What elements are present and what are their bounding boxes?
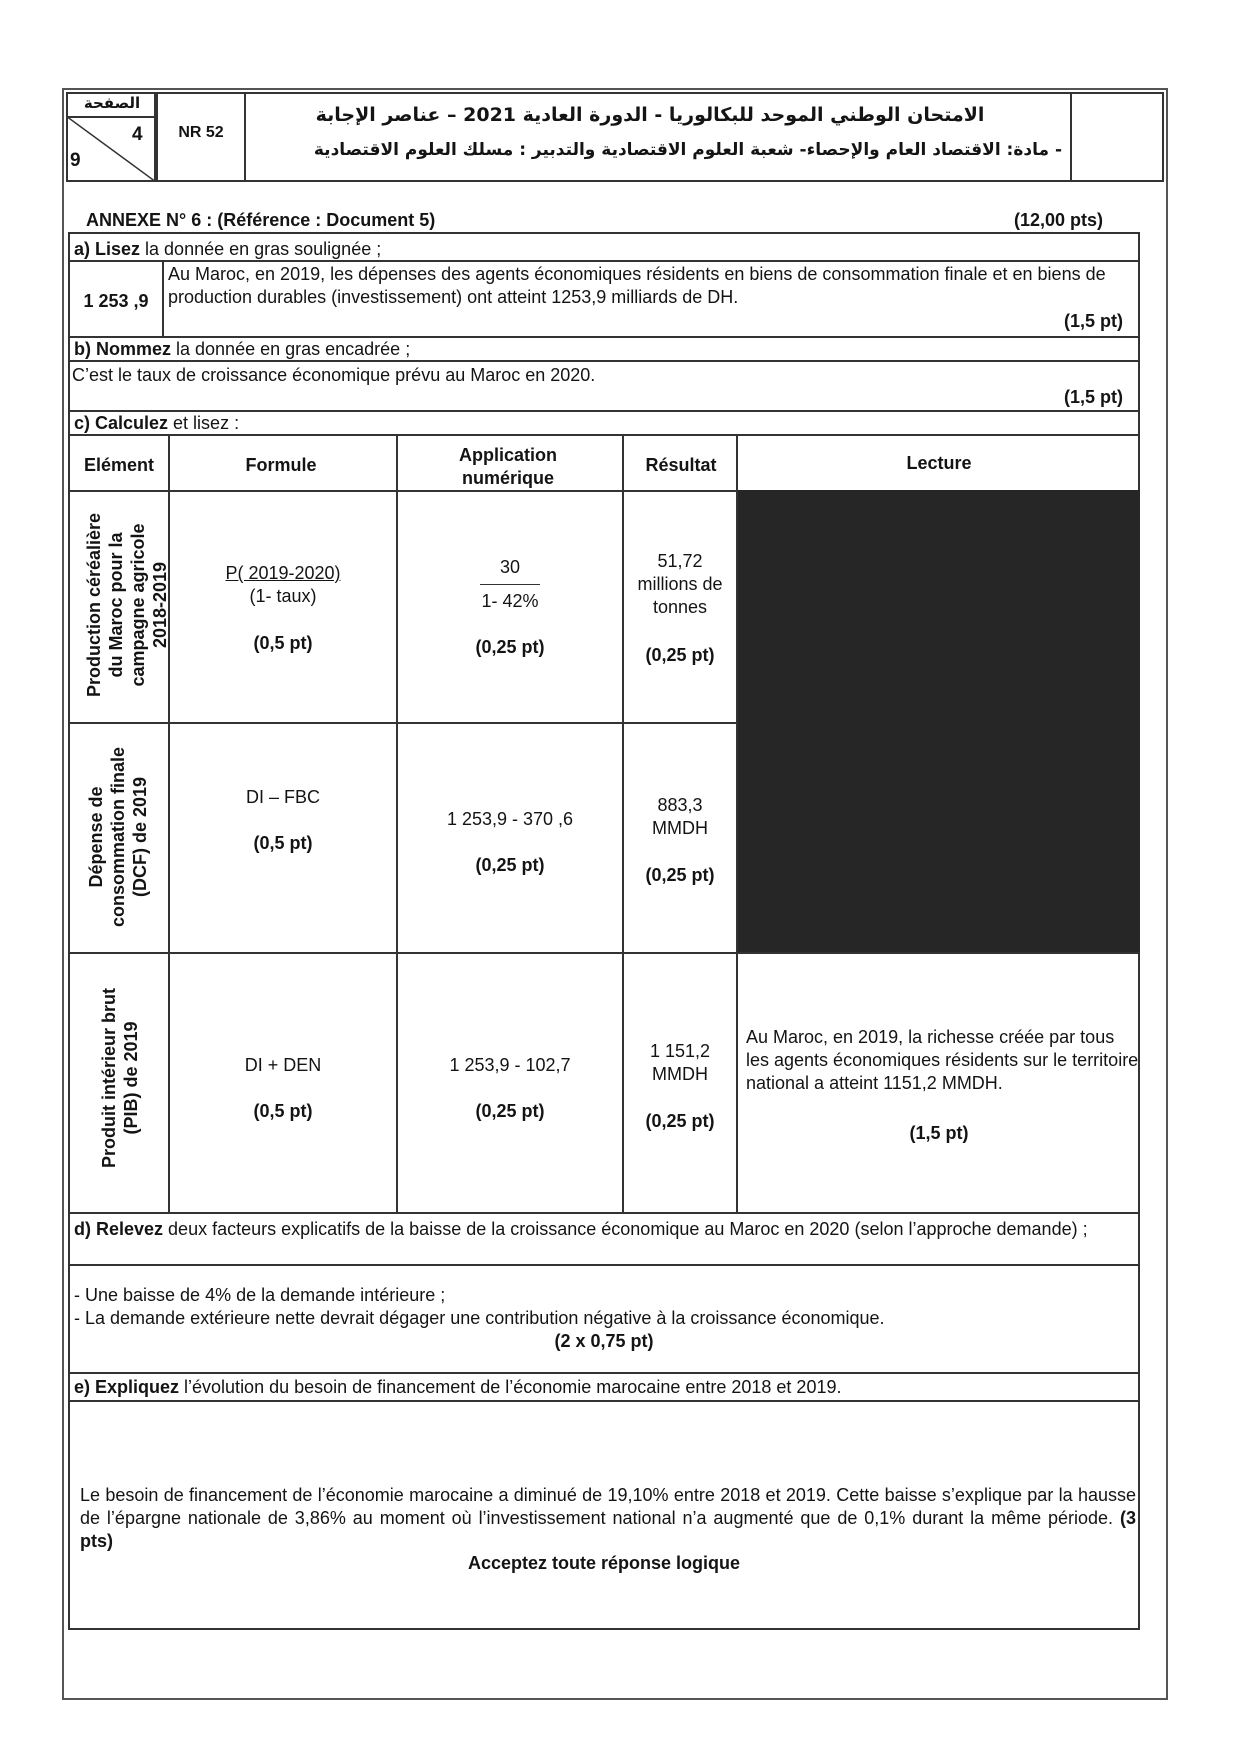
- row3-element: Produit intérieur brut (PIB) de 2019: [99, 988, 141, 1168]
- divider: [68, 1264, 1140, 1266]
- question-d: d) Relevez deux facteurs explicatifs de la baisse de la croissance économique au Maroc en 2020 (selon l’approche demande) ;: [74, 1219, 1088, 1239]
- exam-subtitle: - مادة: الاقتصاد العام والإحصاء- شعبة العلوم الاقتصادية والتدبير : مسلك العلوم الاقتصادية: [313, 140, 1062, 160]
- exam-title: الامتحان الوطني الموحد للبكالوريا - الدورة العادية 2021 – عناصر الإجابة: [315, 104, 985, 126]
- row3-result-pts: (0,25 pt): [645, 1111, 715, 1131]
- note-e: Acceptez toute réponse logique: [467, 1553, 741, 1573]
- row2-app-pts: (0,25 pt): [475, 855, 545, 875]
- answer-a: Au Maroc, en 2019, les dépenses des agents économiques résidents en biens de consommation finale et en biens de production durables (investissement) ont atteint 1253,9 milliards de DH.: [168, 264, 1106, 307]
- answer-e: Le besoin de financement de l’économie marocaine a diminué de 19,10% entre 2018 et 2019. Cette baisse s’explique par la hausse de l’épargne nationale de 3,86% au moment où l’investissement national n’a augmenté que de 0,1% durant la même période. (3 pts): [80, 1485, 1136, 1551]
- exam-code: NR 52: [178, 124, 224, 141]
- divider: [68, 952, 1140, 954]
- row1-app-num: 30: [499, 557, 521, 577]
- question-a: a) Lisez la donnée en gras soulignée ;: [74, 239, 382, 259]
- col-header-resultat: Résultat: [645, 455, 717, 475]
- col-header-application: Application numérique: [459, 445, 557, 488]
- row1-formula-num: P( 2019-2020): [225, 563, 341, 583]
- row1-app-den: 1- 42%: [481, 591, 539, 611]
- row1-formula-den: (1- taux): [249, 586, 317, 606]
- fraction-bar: [480, 584, 540, 585]
- page-label: الصفحة: [83, 94, 141, 112]
- row3-formula-pts: (0,5 pt): [253, 1101, 313, 1121]
- answer-b: C’est le taux de croissance économique prévu au Maroc en 2020.: [72, 365, 596, 385]
- annexe-points: (12,00 pts): [1014, 210, 1104, 230]
- row3-lecture-pts: (1,5 pt): [909, 1123, 969, 1143]
- row2-element: Dépense de consommation finale (DCF) de 2019: [86, 746, 150, 928]
- row3-lecture: Au Maroc, en 2019, la richesse créée par tous les agents économiques résidents sur le territoire national a atteint 1151,2 MMDH.: [746, 1027, 1139, 1093]
- row2-formula-pts: (0,5 pt): [253, 833, 313, 853]
- divider: [68, 1212, 1140, 1214]
- divider: [68, 260, 1140, 262]
- row1-result: 51,72 millions de tonnes: [637, 551, 723, 617]
- points-d: (2 x 0,75 pt): [554, 1331, 654, 1351]
- row2-formula: DI – FBC: [245, 787, 320, 807]
- row1-result-pts: (0,25 pt): [645, 645, 715, 665]
- header-empty-box: [1070, 92, 1164, 182]
- divider: [68, 360, 1140, 362]
- question-e: e) Expliquez l’évolution du besoin de financement de l’économie marocaine entre 2018 et 2019.: [74, 1377, 842, 1397]
- answer-d-1: - Une baisse de 4% de la demande intérieure ;: [74, 1285, 446, 1305]
- row1-app-pts: (0,25 pt): [475, 637, 545, 657]
- col-header-lecture: Lecture: [906, 453, 972, 473]
- page-total: 9: [70, 150, 81, 171]
- divider: [162, 260, 164, 336]
- page-current: 4: [132, 124, 143, 145]
- row3-app-pts: (0,25 pt): [475, 1101, 545, 1121]
- divider: [68, 1372, 1140, 1374]
- question-b: b) Nommez la donnée en gras encadrée ;: [74, 339, 411, 359]
- question-c: c) Calculez et lisez :: [74, 413, 240, 433]
- annexe-title: ANNEXE N° 6 : (Référence : Document 5): [86, 210, 436, 230]
- points-b: (1,5 pt): [1064, 387, 1124, 407]
- row1-formula-pts: (0,5 pt): [253, 633, 313, 653]
- row3-formula: DI + DEN: [244, 1055, 322, 1075]
- answer-d-2: - La demande extérieure nette devrait dégager une contribution négative à la croissance économique.: [74, 1308, 885, 1328]
- row2-app: 1 253,9 - 370 ,6: [446, 809, 574, 829]
- row2-result: 883,3 MMDH: [652, 795, 708, 838]
- divider: [68, 434, 1140, 436]
- row1-element: Production céréalière du Maroc pour la campagne agricole 2018-2019: [84, 512, 170, 698]
- row2-result-pts: (0,25 pt): [645, 865, 715, 885]
- points-a: (1,5 pt): [1064, 311, 1124, 331]
- redacted-block: [738, 490, 1140, 952]
- value-a: 1 253 ,9: [83, 291, 149, 311]
- divider: [168, 434, 170, 1214]
- col-header-formule: Formule: [245, 455, 317, 475]
- row3-app: 1 253,9 - 102,7: [449, 1055, 571, 1075]
- divider: [68, 722, 738, 724]
- divider: [622, 434, 624, 1214]
- col-header-element: Elément: [83, 455, 155, 475]
- row3-result: 1 151,2 MMDH: [649, 1041, 711, 1084]
- divider: [68, 1400, 1140, 1402]
